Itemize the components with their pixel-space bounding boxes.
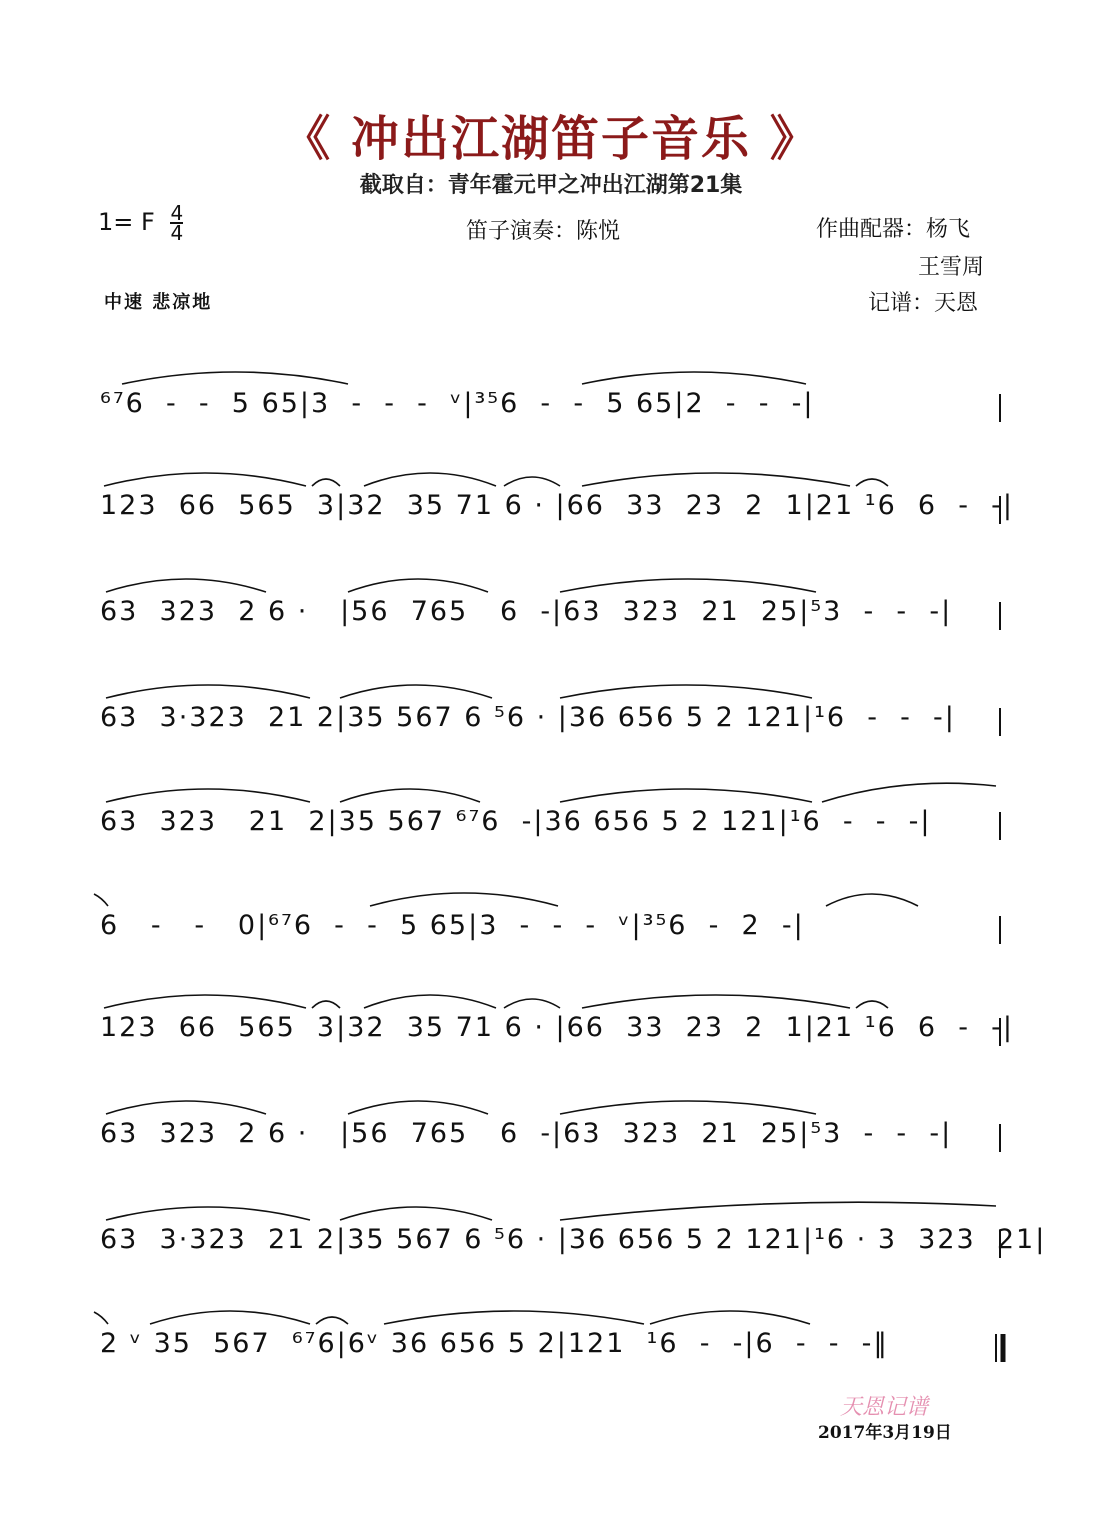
key-label: 1= F (98, 208, 155, 236)
score-row-8 (0, 1108, 1102, 1168)
time-sig-bottom: 4 (170, 221, 184, 245)
row-notes: 2 ᵛ 35 567 ⁶⁷6|6ᵛ 36 656 5 2|121 ¹6 - -|6 - - -‖ (100, 1328, 889, 1359)
score-subtitle: 截取自：青年霍元甲之冲出江湖第21集 (359, 173, 743, 198)
transcription-date: 2017年3月19日 (818, 1423, 952, 1443)
score-row-5 (0, 796, 1102, 856)
performer-credit: 笛子演奏：陈悦 (466, 219, 621, 244)
row-notes: ⁶⁷6 - - 5 65|3 - - - ᵛ|³⁵6 - - 5 65|2 - - -| (100, 388, 815, 419)
composer-credit-2: 王雪周 (918, 255, 985, 280)
tempo-marking: 中速 悲凉地 (104, 292, 213, 313)
score-row-10 (0, 1318, 1102, 1378)
score-row-7 (0, 1002, 1102, 1062)
score-row-6 (0, 900, 1102, 960)
row-notes: 63 3·323 21 2|35 567 6 ⁵6 · |36 656 5 2 121|¹6 - - -| (100, 702, 956, 733)
score-title: 《 冲出江湖笛子音乐 》 (282, 111, 820, 167)
row-notes: 63 323 2 6 · |56 765 6 -|63 323 21 25|⁵3 - - -| (100, 596, 953, 627)
row-notes: 123 66 565 3|32 35 71 6 · |66 33 23 2 1|21 ¹6 6 - -| (100, 490, 1014, 521)
row-notes: 63 323 21 2|35 567 ⁶⁷6 -|36 656 5 2 121|¹6 - - -| (100, 806, 932, 837)
time-sig-top: 4 (170, 201, 184, 225)
score-row-1 (0, 378, 1102, 438)
score-row-3 (0, 586, 1102, 646)
transcriber-credit: 记谱：天恩 (868, 291, 979, 316)
row-notes: 63 323 2 6 · |56 765 6 -|63 323 21 25|⁵3 - - -| (100, 1118, 953, 1149)
row-notes: 123 66 565 3|32 35 71 6 · |66 33 23 2 1|21 ¹6 6 - -| (100, 1012, 1014, 1043)
row-notes: 6 - - 0|⁶⁷6 - - 5 65|3 - - - ᵛ|³⁵6 - 2 -| (100, 910, 805, 941)
score-row-4 (0, 692, 1102, 752)
composer-credit: 作曲配器：杨飞 (816, 217, 971, 242)
score-row-2 (0, 480, 1102, 540)
time-signature (170, 201, 184, 245)
transcriber-stamp: 天恩记谱 (840, 1395, 929, 1420)
row-notes: 63 3·323 21 2|35 567 6 ⁵6 · |36 656 5 2 121|¹6 · 3 323 21| (100, 1224, 1047, 1255)
score-row-9 (0, 1214, 1102, 1274)
key-signature (98, 201, 184, 245)
